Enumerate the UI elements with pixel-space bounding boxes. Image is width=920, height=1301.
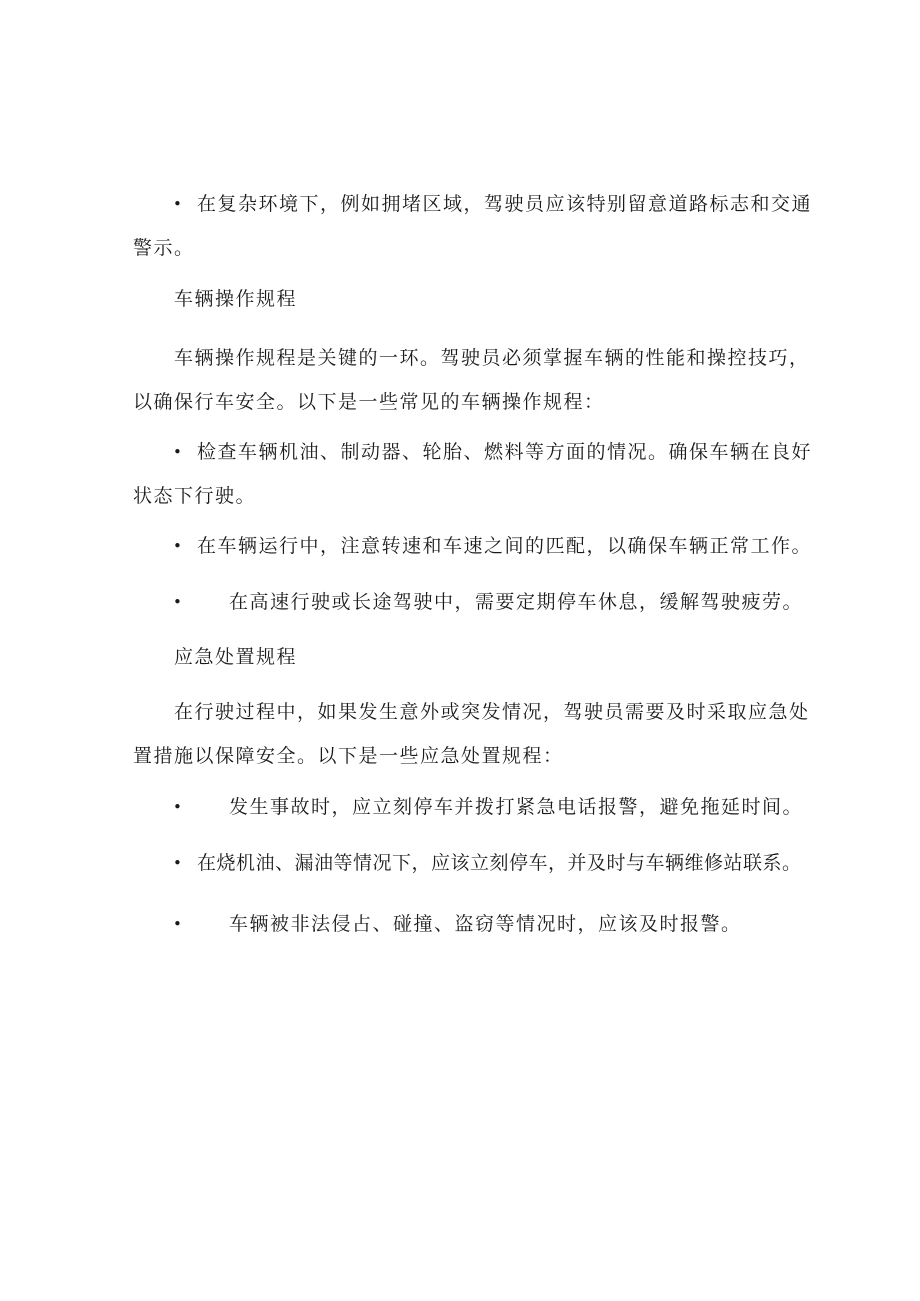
paragraph: 在行驶过程中，如果发生意外或突发情况，驾驶员需要及时采取应急处置措施以保障安全。以下是一些应急处置规程：: [133, 701, 810, 767]
paragraph: 车辆操作规程是关键的一环。驾驶员必须掌握车辆的性能和操控技巧，以确保行车安全。以下是一些常见的车辆操作规程：: [133, 347, 810, 413]
list-item: [133, 430, 813, 518]
list-item-text: 在复杂环境下，例如拥堵区域，驾驶员应该特别留意道路标志和交通警示。: [133, 193, 813, 259]
list-item-text: 检查车辆机油、制动器、轮胎、燃料等方面的情况。确保车辆在良好状态下行驶。: [133, 441, 813, 507]
list-item-text: 在烧机油、漏油等情况下，应该立刻停车，并及时与车辆维修站联系。: [197, 852, 802, 874]
list-item: [133, 580, 813, 624]
section-heading-emergency: 应急处置规程: [174, 646, 298, 668]
bullet-icon: •: [173, 915, 184, 933]
bullet-icon: •: [173, 798, 184, 816]
list-item-text: 发生事故时，应立刻停车并拨打紧急电话报警，避免拖延时间。: [229, 796, 804, 818]
list-item-text: 车辆被非法侵占、碰撞、盗窃等情况时，应该及时报警。: [229, 913, 742, 935]
list-item-text: 在车辆运行中，注意转速和车速之间的匹配，以确保车辆正常工作。: [197, 535, 813, 557]
list-item: [133, 841, 813, 885]
list-item: [133, 785, 813, 829]
list-item: [133, 902, 813, 946]
list-item-text: 在高速行驶或长途驾驶中，需要定期停车休息，缓解驾驶疲劳。: [229, 591, 804, 613]
bullet-icon: •: [173, 195, 184, 213]
section-heading-vehicle-operation: 车辆操作规程: [174, 288, 298, 310]
list-item: [133, 182, 813, 270]
bullet-icon: •: [173, 593, 184, 611]
list-item: [133, 524, 813, 568]
bullet-icon: •: [173, 537, 184, 555]
bullet-icon: •: [173, 854, 184, 872]
bullet-icon: •: [173, 443, 184, 461]
